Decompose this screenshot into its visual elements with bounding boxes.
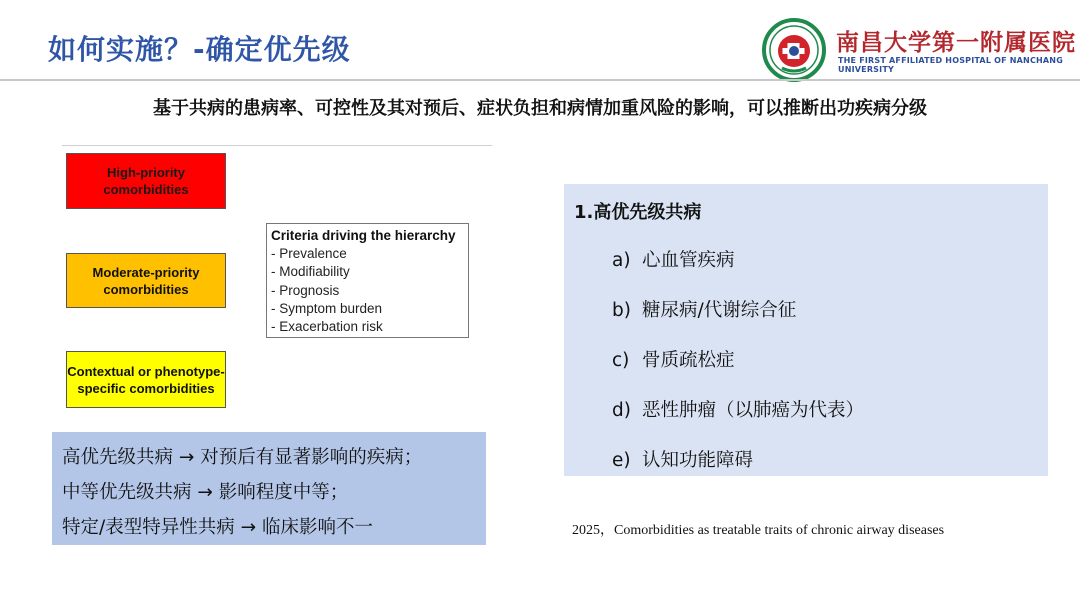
panel-item bbox=[612, 346, 735, 372]
panel-item-text: 认知功能障碍 bbox=[642, 450, 754, 471]
citation: 2025，Comorbidities as treatable traits of chronic airway diseases bbox=[572, 523, 945, 538]
hospital-name-cn: 南昌大学第一附属医院 bbox=[836, 29, 1076, 56]
subtitle: 基于共病的患病率、可控性及其对预后、症状负担和病情加重风险的影响，可以推断出功疾病分级 bbox=[153, 98, 927, 119]
figure-top-rule bbox=[62, 145, 492, 146]
tier-high-label: High-priority comorbidities bbox=[103, 165, 189, 197]
hospital-name-en: THE FIRST AFFILIATED HOSPITAL OF NANCHANG UNIVERSITY bbox=[838, 56, 1063, 74]
criteria-item: - Prognosis bbox=[271, 282, 340, 298]
panel-item-label: b) bbox=[612, 300, 631, 321]
panel-item-label: a) bbox=[612, 250, 631, 271]
criteria-item: - Modifiability bbox=[271, 264, 350, 280]
panel-item-text: 恶性肿瘤（以肺癌为代表） bbox=[642, 400, 865, 421]
page-title: 如何实施？-确定优先级 bbox=[48, 33, 351, 66]
panel-item-text: 心血管疾病 bbox=[642, 250, 735, 271]
tier-moderate-label: Moderate-priority comorbidities bbox=[92, 264, 200, 297]
tier-high-priority bbox=[66, 153, 226, 209]
panel-item-label: d) bbox=[612, 400, 631, 421]
panel-title: 1.高优先级共病 bbox=[574, 202, 702, 223]
panel-item-text: 糖尿病/代谢综合征 bbox=[642, 300, 797, 321]
summary-line: 高优先级共病 → 对预后有显著影响的疾病； bbox=[62, 447, 423, 468]
tier-contextual-label: Contextual or phenotype-specific comorbidities bbox=[67, 363, 225, 396]
panel-item bbox=[612, 296, 796, 322]
criteria-item: - Prevalence bbox=[271, 246, 347, 262]
panel-item bbox=[612, 246, 735, 272]
criteria-title: Criteria driving the hierarchy bbox=[271, 228, 456, 243]
high-priority-panel bbox=[564, 184, 1048, 476]
criteria-item: - Symptom burden bbox=[271, 300, 383, 316]
hospital-logo-icon bbox=[762, 18, 826, 82]
panel-item bbox=[612, 446, 753, 472]
summary-line: 特定/表型特异性共病 → 临床影响不一 bbox=[62, 517, 373, 538]
panel-item-label: e) bbox=[612, 450, 631, 471]
summary-line: 中等优先级共病 → 影响程度中等； bbox=[62, 482, 349, 503]
panel-item bbox=[612, 396, 864, 422]
header-divider bbox=[0, 79, 1080, 81]
panel-item-text: 骨质疏松症 bbox=[642, 350, 735, 371]
tier-moderate-priority bbox=[66, 253, 226, 308]
criteria-item: - Exacerbation risk bbox=[271, 319, 383, 335]
criteria-box bbox=[266, 223, 469, 338]
panel-item-label: c) bbox=[612, 350, 630, 371]
summary-box bbox=[52, 432, 486, 545]
header-bar bbox=[0, 0, 1080, 80]
tier-contextual bbox=[66, 351, 226, 408]
